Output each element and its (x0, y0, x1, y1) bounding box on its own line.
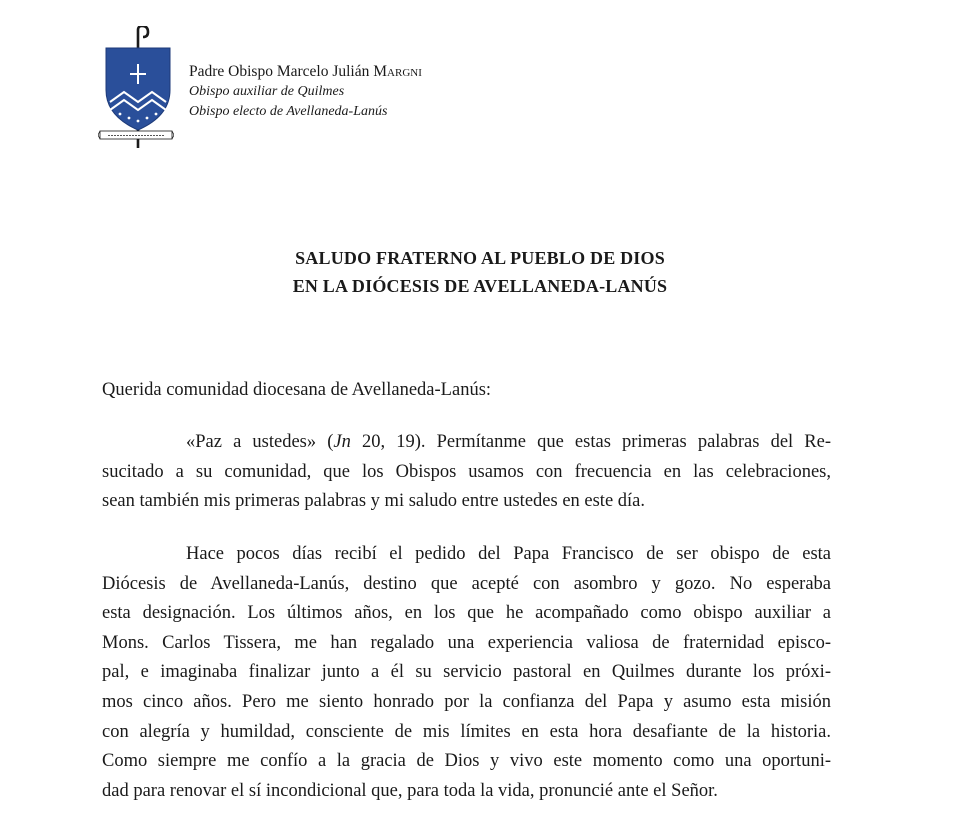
paragraph-2-line: Como siempre me confío a la gracia de Dios y vivo este momento como una oportuni- (102, 751, 831, 772)
paragraph-2-line: Hace pocos días recibí el pedido del Papa Francisco de ser obispo de esta (186, 544, 831, 564)
paragraph-2-line: Mons. Carlos Tissera, me han regalado una experiencia valiosa de fraternidad episco- (102, 632, 831, 653)
paragraph-1-line (102, 428, 831, 458)
paragraph-2-line: esta designación. Los últimos años, en los que he acompañado como obispo auxiliar a (102, 603, 831, 624)
bishop-name (189, 62, 422, 82)
paragraph-2 (102, 540, 831, 806)
paragraph-2-line: pal, e imaginaba finalizar junto a él su servicio pastoral en Quilmes durante los próxi- (102, 662, 831, 683)
bishop-role-auxiliary: Obispo auxiliar de Quilmes (189, 84, 345, 99)
paragraph-2-line: con alegría y humildad, consciente de mis límites en esta hora desafiante de la historia. (102, 721, 831, 742)
paragraph-1-line: sean también mis primeras palabras y mi saludo entre ustedes en este día. (102, 491, 646, 512)
salutation: Querida comunidad diocesana de Avellaneda-Lanús: (102, 380, 492, 400)
bishop-surname: Margni (373, 63, 422, 80)
letterhead (189, 62, 422, 122)
bishop-role-elect: Obispo electo de Avellaneda-Lanús (189, 104, 388, 119)
paragraph-2-line: dad para renovar el sí incondicional que, para toda la vida, pronuncié ante el Señor. (102, 780, 718, 801)
quote-continuation: 20, 19). Permítanme que estas primeras palabras del Re- (350, 432, 831, 452)
paragraph-2-line: Diócesis de Avellaneda-Lanús, destino que acepté con asombro y gozo. No esperaba (102, 573, 831, 594)
paragraph-2-line: mos cinco años. Pero me siento honrado por la confianza del Papa y asumo esta misión (102, 691, 831, 712)
scripture-reference: Jn (333, 432, 351, 452)
bishop-name-prefix: Padre Obispo Marcelo Julián (189, 63, 374, 80)
title-line-1: SALUDO FRATERNO AL PUEBLO DE DIOS (295, 248, 665, 268)
document-title (0, 244, 960, 300)
paragraph-1 (102, 428, 831, 517)
quote-text: «Paz a ustedes» ( (186, 432, 334, 452)
episcopal-crest-icon (98, 26, 174, 150)
paragraph-1-line: sucitado a su comunidad, que los Obispos usamos con frecuencia en las celebraciones, (102, 461, 831, 482)
title-line-2: EN LA DIÓCESIS DE AVELLANEDA-LANÚS (292, 276, 668, 296)
